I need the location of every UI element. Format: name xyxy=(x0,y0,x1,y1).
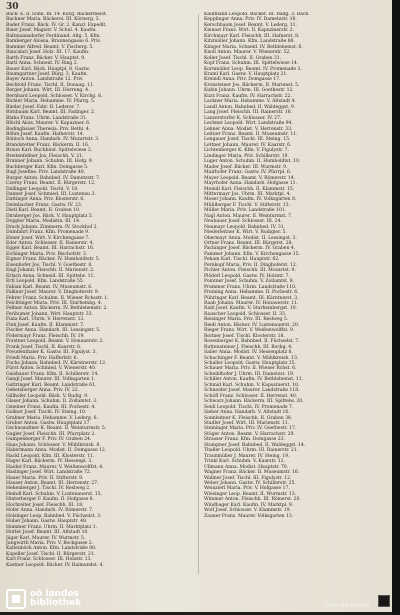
directory-entry: Bauer Karl. Bäck. Hauptpl. 8. Gastw. xyxy=(6,66,90,72)
directory-entry: Moser Johann. Kaufm. IV. Volksgarten 8. xyxy=(204,197,297,203)
directory-entry: Bayer Anton. Landstraße 12. Priv. xyxy=(6,77,84,83)
directory-entry: Gschwandtner K. Beamt. II. Weinturmstr. 5. xyxy=(6,426,107,432)
directory-entry: Bechtold Franz. Tischl. II. Donaug. 11. xyxy=(6,82,95,88)
directory-entry: Breitenfellner Jos. Fleischh. V. 21. xyxy=(6,153,84,159)
directory-entry: Feichtinger Maria. Priv. III. Starhembg. 4. xyxy=(6,301,103,307)
directory-entry: Pointner Josef. Schuhm. V. Zollamtst. 8. xyxy=(204,279,295,285)
directory-entry: Rieger Franz. Wirt. V. Weißenwolffst. 9. xyxy=(204,328,295,334)
directory-entry: Eder Anton. Schlosser. II. Rainerstr. 4. xyxy=(6,241,94,247)
directory-entry: Blöchl Alois. Maurer. V. Kapuziner. 6. xyxy=(6,121,91,127)
directory-entry: Klinger Maria. Schneid. IV. Bethlehemst. 6. xyxy=(204,44,303,50)
directory-entry: Mairhofer Franz. Gastw. IV. Pfarrpl. 6. xyxy=(204,170,292,176)
directory-entry: Dirnberger Jos. Bäck. V. Hauptplatz 5. xyxy=(6,213,94,219)
directory-entry: Hehenberger J. Tischl. IV. Reslweg 2. xyxy=(6,486,91,492)
directory-entry: Burger Anton. Bahnbed. IV. Dametzstr. 7. xyxy=(6,175,101,181)
directory-entry: Schauer Maria. Priv. II. Wiener Rchst. 6. xyxy=(204,366,297,372)
directory-entry: Ebner Josef. Wirt. V. Kirchengasse 7. xyxy=(6,235,90,241)
directory-entry: Lanzerstorfer K. Schlosser. IV. 27. xyxy=(204,115,282,121)
directory-entry: Fischer Anna. Handarb. III. Lessingstr. 5. xyxy=(6,328,101,334)
directory-entry: Lang Josef. Fleischh. III. Rainerstr. 16. xyxy=(204,110,292,116)
directory-entry: Czerny Franz. Beamt. II. Bürgerstr. 12. xyxy=(6,181,96,187)
directory-entry: Lengauer Josef. Tischl. III. Steing. 15. xyxy=(204,137,291,143)
directory-entry: Lettner Johann. Maurer. IV. Kaarstr. 6. xyxy=(204,142,292,148)
directory-entry: Gattringer Karl. Beamt. Landstraße 61. xyxy=(6,382,97,388)
directory-entry: Gumpenberger F. Priv. IV. Graben 24. xyxy=(6,437,92,443)
directory-entry: Koller Josef. Tischl. II. Graben 31. xyxy=(204,55,282,61)
directory-entry: Pernkopf Maria. Priv. II. Dinghoferst. 12. xyxy=(204,262,298,268)
directory-entry: Gruber Anton. Gastw. Hauptplatz 17. xyxy=(6,420,91,426)
directory-entry: Haas Johann. Schlosser. V. Mühlkreisb. 8. xyxy=(6,442,101,448)
right-column xyxy=(204,12,390,519)
directory-entry: Schmid Karl. Schuhm. V. Kapuzinerst. 10. xyxy=(204,382,300,388)
directory-entry: Dietl Karl. Beamt. II. Graben 10. xyxy=(6,208,81,214)
directory-entry: Stumpner Josef. Bahnbed. II. Waldeggst. 14. xyxy=(204,442,306,448)
directory-entry: Scheiblhofer J. Uhrm. III. Dametzst. 19. xyxy=(204,371,295,377)
directory-entry: Kastner Leopold. Bäcker. IV. Raimundst. 4. xyxy=(6,562,104,568)
directory-entry: Kepplinger Anna. Priv. IV. Dametzstr. 16. xyxy=(204,17,297,23)
directory-entry: Kronsteiner Jos. Bäckerm. II. Marienst. 5. xyxy=(204,82,300,88)
directory-entry: Ullmann Anna. Modist. Hauptstr. 70. xyxy=(204,464,289,470)
directory-entry: Eigner Franz. Bäcker. IV. Humboldtstr. 5. xyxy=(6,257,100,263)
directory-entry: Baumgartner Josef. Bürg. 3. Kaufm. xyxy=(6,71,88,77)
directory-entry: Gmeiner Franz. Kaufm. III. Pochestr. 4. xyxy=(6,404,96,410)
directory-entry: Bachner Maria. Bäckerei. III. Körnerg. 3. xyxy=(6,17,100,23)
page-binding-edge xyxy=(392,0,400,615)
directory-entry: Mayer Leopold. Beamt. V. Römerstr. 14. xyxy=(204,175,296,181)
directory-entry: Karl Franz. Schlosser. III. Holzstr. 13. xyxy=(6,557,92,563)
directory-entry: Binder Josef. Fabr. II. Lederer. 7. xyxy=(6,104,81,110)
directory-entry: Rauscher Leopold. Schlosser. II. 33. xyxy=(204,311,287,317)
directory-entry: Hinterberger F. Kaufm. II. Hofgasse 6. xyxy=(6,497,94,503)
directory-entry: Heindl Karl. Schuhm. V. Lustenauerst. 15. xyxy=(6,491,102,497)
directory-entry: Barth Franz. Bäcker. V. Hauptst. 9. xyxy=(6,55,86,61)
directory-entry: Gugler Josef. Fleischh. III. Pfarrplatz 2. xyxy=(6,431,96,437)
directory-entry: Kirchmayr Karl. Fleischh. III. Hafnerst. 8. xyxy=(204,33,300,39)
directory-entry: Kaufmann Leopold. Bäcker. III. Badg. 3. Bäck. xyxy=(204,12,310,17)
directory-entry: Sailer Anna. Modist. IV. Hessenplatz 8. xyxy=(204,350,293,356)
directory-entry: Gebetsberger Anna. Priv. IV. 22. xyxy=(6,388,79,394)
directory-entry: Leitner Franz. Beamt. II. Museumstr. 11. xyxy=(204,131,298,137)
directory-entry: Pachinger Josef. Bäckerm. IV. Graben 4. xyxy=(204,246,296,252)
directory-entry: Schneider Josef. Maurer. Landstraße 118. xyxy=(204,388,300,394)
directory-entry: Holzinger Leop. Bahnbed. V. Füchselst. 3. xyxy=(6,513,102,519)
directory-entry: Mühlberger F. Tischl. V. Stifterstr. 13. xyxy=(204,202,290,208)
directory-entry: Rosenberger K. Bahnbed. II. Füchselst. 7. xyxy=(204,339,300,345)
directory-entry: Eisenhofer Jos. Tischl. V. Goethestr. 8. xyxy=(6,262,93,268)
directory-entry: Kerschbaum Josef. Beamt. V. Lederg. 11. xyxy=(204,22,297,28)
directory-entry: Drack Johann. Zimmerm. IV. Stockhof 2. xyxy=(6,224,98,230)
directory-entry: Hofer Anna. Handarb. IV. Römerstr. 7. xyxy=(6,508,94,514)
left-column xyxy=(6,12,192,568)
directory-entry: Seidl Leopold. Tischl. IV. Promenade 7. xyxy=(204,404,294,410)
page-corner-tab[interactable] xyxy=(378,595,390,607)
logo-line-2: bibliothek xyxy=(30,598,82,608)
directory-entry: Knoll Anton. Maurer. V. Wienerstr. 52. xyxy=(204,50,291,56)
directory-entry: Traunmüller J. Maurer. IV. Steing. 19. xyxy=(204,453,290,459)
directory-entry: Wolf Josef. Schlosser. V. Klammstr. 19. xyxy=(204,508,291,514)
directory-entry: Meindl Karl. Fleischh. II. Klammstr. 15. xyxy=(204,186,295,192)
directory-entry: Hackl Leopold. Kfm. III. Klosterstr. 11. xyxy=(6,453,95,459)
directory-entry: Lehner Anna. Modist. V. Herrenstr. 33. xyxy=(204,126,293,132)
directory-entry: Luger Anton. Schuhm. II. Humboldtst. 10. xyxy=(204,159,301,165)
directory-entry: Hummer Franz. Uhrm. II. Marktplatz 1. xyxy=(6,524,98,530)
directory-entry: Eichinger Maria. Priv. Bischofstr. 3. xyxy=(6,251,88,257)
directory-entry: Kraml Karl. Gastw. V. Hauptplatz 21. xyxy=(204,71,288,77)
directory-entry: Brandstetter Franz. Bäckerm. II. 16. xyxy=(6,142,90,148)
directory-entry: Neumayr Leopold. Bahnbed. IV. 31. xyxy=(204,224,286,230)
directory-entry: Fellner Anton. Bäckerm. IV. Bethlehemstr. 2. xyxy=(6,306,108,312)
directory-entry: Landl Anton. Bahnbed. II. Waldeggst. 9. xyxy=(204,104,296,110)
directory-entry: Glaser Johann. Schuhm. II. Zollamtst. 3. xyxy=(6,399,98,405)
directory-entry: Strasser Franz. Kfm. Domgasse 23. xyxy=(204,437,285,443)
viewer-watermark: inlianda viewer xyxy=(324,602,370,609)
directory-entry: Egger Karl. Beamt. III. Harrachstr. 16. xyxy=(6,246,95,252)
column-divider xyxy=(198,14,199,574)
directory-entry: Kornmüller Leop. Beamt. IV. Promenade 3. xyxy=(204,66,302,72)
directory-entry: Lackner Maria. Hebamme. V. Altstadt 4. xyxy=(204,99,296,105)
directory-entry: Wimmer Anton. Fleischh. III. Römerst. 20. xyxy=(204,497,301,503)
directory-entry: Schöfl Franz. Schlosser. II. Herrenst. 40. xyxy=(204,393,298,399)
directory-entry: Trinkl Karl. Schuhm. V. Kaarstr. 12. xyxy=(204,459,285,465)
directory-entry: Erlach Anna. Schneid. III. Spittelw. 11. xyxy=(6,273,95,279)
directory-entry: Bammer Alfred. Beamt. V. Fischerg. 5. xyxy=(6,44,94,50)
directory-entry: Preining Anna. Hebamme. II. Pochestr. 6. xyxy=(204,290,299,296)
logo-line-1: oö landes xyxy=(30,589,79,599)
directory-entry: Kienast Franz. Wirt. II. Kapuzinerstr. 2. xyxy=(204,28,295,34)
directory-entry: Neubauer Josef. Schlosser. III. 24. xyxy=(204,219,282,225)
directory-entry: Forstner Leopold. Beamt. V. Honauerstr. 2. xyxy=(6,339,104,345)
directory-entry: Schaller Leopold. Gastw. Hauptplatz 25. xyxy=(204,361,296,366)
directory-entry: Raab Johann. Maurer. IV. Honauerstr. 11. xyxy=(204,301,299,307)
directory-entry: Kitzmüller Johann. Kfm. Landstraße 88. xyxy=(204,39,295,45)
directory-entry: Kreindl Anna. Priv. Domgasse 17. xyxy=(204,77,281,83)
directory-entry: Jungwirth Maria. Priv. V. Bockgasse 2. xyxy=(6,540,94,546)
directory-entry: Kapeller Josef. Tischl. II. Bürgerstr. 21. xyxy=(6,551,96,557)
directory-entry: Hutter Josef. Beamt. III. Altstadt 10. xyxy=(6,530,89,536)
directory-entry: Baier Josef. Magistr. V. Schul. 4. Kaufm. xyxy=(6,28,97,34)
directory-entry: Dallinger Leopold. Tischl. V. 18. xyxy=(6,186,79,192)
directory-entry: Deimbacher Franz. Gastw. IV. 23. xyxy=(6,202,83,208)
directory-entry: Mayrhofer Anna. Handarb. Hofgasse 11. xyxy=(204,181,297,187)
directory-entry: Gollner Josef. Tischl. IV. Steing. 10. xyxy=(6,410,87,416)
directory-entry: Frank Josef. Tischl. II. Kaarstr. 8. xyxy=(6,344,82,350)
directory-entry: Freudenthaler K. Gastw. III. Figulyst. 3. xyxy=(6,350,97,356)
directory-entry: Hauser Anton. Beamt. III. Herrenstr. 27. xyxy=(6,480,99,486)
directory-entry: Bernhard Leopold. Schlosser. V. Kirchg. 8. xyxy=(6,93,103,99)
directory-entry: Wallner Josef. Tischl. III. Figulystr. 12. xyxy=(204,475,292,481)
directory-entry: Jäger Karl. Maurer. IV. Wurmstr. 5. xyxy=(6,535,86,541)
directory-entry: Roitner Josef. Tischl. Klosterstr. 18. xyxy=(204,333,285,339)
directory-entry: Nagl Anton. Maurer. II. Weinturmst. 7. xyxy=(204,213,293,219)
directory-entry: Müller Maria. Priv. Landstraße 101. xyxy=(204,208,287,214)
directory-entry: Kaltenböck Anton. Kfm. Landstraße 80. xyxy=(6,546,97,552)
directory-entry: Falkner Josef. Maurer. V. Dinghoferstr. 9. xyxy=(6,290,100,296)
directory-entry: Kopf Franz. Schuhm. III. Spittelwiese 14. xyxy=(204,61,299,67)
directory-entry: Haider Franz. Maurer. V. Weißenwolffst. 4. xyxy=(6,464,104,470)
directory-entry: Bartl Anna. Schneid. IV. Ring 2. xyxy=(6,61,78,67)
directory-entry: Steininger Maria. Priv. IV. Goethestr. 17. xyxy=(204,426,297,432)
directory-entry: Windhager Karl. Kaufm. IV. Marktpl. 9. xyxy=(204,502,294,508)
library-logo-text xyxy=(30,590,81,608)
directory-entry: Bönisch Anna. Handarb. IV. Mozartstr. 3. xyxy=(6,137,100,143)
directory-entry: Habermann Anna. Modist. II. Domgasse 12. xyxy=(6,448,107,454)
directory-entry: Lichtenberger K. Kfm. V. Figulystr. 7. xyxy=(204,148,289,154)
directory-entry: Mittermayr Jos. Uhrm. III. Marktpl. 4. xyxy=(204,191,291,197)
directory-entry: Gaisbauer Franz. Kfm. II. Schillerstr. 14. xyxy=(6,371,99,377)
directory-entry: Ruttensteiner J. Fleischh. III. Bockg. 4. xyxy=(204,344,293,350)
directory-entry: Riedl Anton. Bäcker. IV. Lustenauerst. 20. xyxy=(204,322,300,328)
directory-entry: Schiller Anton. Kaufm. IV. Bethlehemst. 11. xyxy=(204,377,303,383)
directory-entry: Engl Johann. Fleischh. II. Marienstr. 2. xyxy=(6,268,95,274)
directory-entry: Doppler Maria. Modistin. III. 14. xyxy=(6,219,81,225)
directory-entry: Bamberger Aloisia. Brunnengasse 6. Priv. xyxy=(6,39,101,45)
directory-entry: Weinzierl Maria. Priv. V. Hofgasse 17. xyxy=(204,486,290,492)
directory-entry: Wagner Franz. Bäcker. II. Museumstr. 16. xyxy=(204,470,300,476)
directory-entry: Sonnleitner K. Fleischh. II. Graben 38. xyxy=(204,415,293,421)
directory-entry: Gillhofer Leopold. Bäck. V. Rudig. 9. xyxy=(6,393,89,399)
directory-entry: Ertl Leopold. Kfm. Landstraße 55. xyxy=(6,279,85,285)
directory-entry: Prammer Franz. Uhrm. Landstraße 110. xyxy=(204,284,297,290)
directory-entry: Thaller Leopold. Uhrm. III. Rainerstr. 21. xyxy=(204,448,298,454)
library-logo[interactable] xyxy=(6,589,81,609)
directory-entry: Birnbaum Karl. Beamt. III. Fadinger. 2. xyxy=(6,110,96,116)
directory-entry: Huber Johann. Gastw. Hauptstr. 48. xyxy=(6,519,88,525)
directory-entry: Niederleitner K. Wirt. V. Rudigier. 5. xyxy=(204,230,287,236)
directory-entry: Pühringer Karl. Beamt. III. Kärntnerst. 3. xyxy=(204,295,299,301)
directory-entry: Berger Johann. Wirt. III. Herreng. 4. xyxy=(6,88,90,94)
directory-entry: Pichler Anton. Fleischh. III. Mozartst. 9. xyxy=(204,268,296,274)
directory-entry: Plöderl Leopold. Gastw. IV. Holzstr. 7. xyxy=(204,273,290,279)
directory-entry: Bodingbauer Theresia. Priv. Bethl. 4. xyxy=(6,126,91,132)
directory-entry: Kurz Franz. Kaufm. IV. Harrachstr. 22. xyxy=(204,93,292,99)
directory-entry: Fuchs Johann. Bahnbed. IV. Kärntnerstr. 12. xyxy=(6,361,107,366)
directory-entry: Födermayr Franz. Fleischh. IV. 19. xyxy=(6,333,85,339)
directory-entry: Obermayr Anna. Modist. II. Lessingst. 3. xyxy=(204,235,297,241)
directory-entry: Braun Karl. Buchbind. Spittelwiese 2. xyxy=(6,148,93,154)
directory-entry: Ferihumer Johann. Wirt. Hauptstr. 33. xyxy=(6,311,93,317)
directory-entry: Wiesinger Leop. Beamt. II. Wurmstr. 13. xyxy=(204,491,297,497)
directory-entry: Baltmannsdorfer Ferdinand. Altg. 5. Kfm. xyxy=(6,33,101,39)
page-number: 30 xyxy=(6,2,19,12)
directory-entry: Rabl Josef. Kaufm. V. Starhembergst. 10. xyxy=(204,306,298,312)
directory-entry: Buchberger Karl. Kfm. Domgasse 5. xyxy=(6,164,89,170)
directory-entry: Fiala Karl. Uhrm. V. Herrenstr. 13. xyxy=(6,317,85,323)
directory-entry: Bichler Maria. Hebamme. IV. Pfarrg. 5. xyxy=(6,99,96,105)
directory-entry: Böhm Josef. Kaufm. Hafnerstr. 14. xyxy=(6,131,84,137)
directory-entry: Blaha Franz. Uhrm. Landstraße 31. xyxy=(6,115,88,121)
directory-entry: Fürst Anton. Schmied. V. Wienerstr. 40. xyxy=(6,366,97,372)
directory-entry: Fabian Karl. Beamt. IV. Museumstr. 6. xyxy=(6,284,93,290)
library-logo-icon xyxy=(6,589,26,609)
directory-entry: Zauner Franz. Maurer. Volksgarten 13. xyxy=(204,513,294,519)
directory-entry: Hager Karl. Bäckerm. IV. Hessenpl. 3. xyxy=(6,459,93,465)
directory-entry: Stöger Anton. Beamt. V. Harrachstr. 29. xyxy=(204,431,295,437)
directory-entry: Hauer Maria. Priv. II. Stifterstr. 9. xyxy=(6,475,84,481)
directory-entry: Schachinger F. Beamt. V. Mühlkreisb. 13. xyxy=(204,355,299,361)
directory-entry: Peham Karl. Tischl. Hauptstr. 62. xyxy=(204,257,280,263)
directory-entry: Bäck- E. d. Sohn. Bl. 14. Kuvg. Bäckermeist. xyxy=(6,12,107,17)
directory-entry: Stadler Josef. Wirt. III. Marienstr. 11. xyxy=(204,420,289,426)
directory-entry: Pammer Johann. Kfm. V. Kirchengasse 15. xyxy=(204,251,300,257)
directory-entry: Danner Josef. Schmied. III. Lustenau 3. xyxy=(6,191,96,197)
directory-entry: Bader Franz. Bäck. IV. Gr. 2. Kanzl. Expedit. xyxy=(6,22,107,28)
directory-entry: Sieber Anna. Handarb. V. Altstadt 16. xyxy=(204,410,290,416)
directory-entry: Lindinger Maria. Priv. Schillerstr. 19. xyxy=(204,153,289,159)
directory-entry: Friedl Maria. Priv. Hafferlstr. 6. xyxy=(6,355,78,361)
directory-entry: Fehrer Franz. Schuhm. II. Wiener Rchsstr. 1. xyxy=(6,295,109,301)
directory-entry: Haslinger Josef. Wirt. Landstraße 72. xyxy=(6,470,92,476)
directory-entry: Hochreiter Josef. Fleischh. III. 18. xyxy=(6,502,84,508)
directory-entry: Fink Josef. Kaufm. II. Klammstr. 7. xyxy=(6,322,85,328)
directory-entry: Mader Josef. Bäcker. III. Wurmstr. 9. xyxy=(204,164,288,170)
directory-entry: Dumfahrt Franz. Kfm. Promenade 9. xyxy=(6,230,90,236)
directory-entry: Ortner Franz. Beamt. III. Bürgerst. 28. xyxy=(204,241,293,247)
directory-entry: Brunner Johann. Schuhm. III. Hofg. 9. xyxy=(6,159,94,165)
directory-entry: Gangl Josef. Maurer. III. Volksgarten 1. xyxy=(6,377,96,383)
directory-entry: Kubin Johann. Uhrm. III. Goethestr. 12. xyxy=(204,88,294,94)
directory-entry: Grabner Maria. Hebamme. V. Lederg. 6. xyxy=(6,415,98,421)
directory-entry: Bancalari Josef. Holz. III. 17. Kaufm. xyxy=(6,50,90,56)
directory-entry: Reisinger Maria. Priv. III. Reslweg 5. xyxy=(204,317,289,323)
directory-entry: Lechner Leopold. Wirt. Landstraße 94. xyxy=(204,121,293,127)
directory-entry: Schwarz Johann. Bäckerm. III. Spittelw. 20. xyxy=(204,399,304,405)
directory-entry: Dattinger Anna. Priv. Klosterstr. 6. xyxy=(6,197,85,203)
directory-entry: Bugl Josefine. Priv. Landstraße 40. xyxy=(6,170,86,176)
directory-entry: Weber Johann. Gastw. IV. Schillerstr. 25. xyxy=(204,480,296,486)
